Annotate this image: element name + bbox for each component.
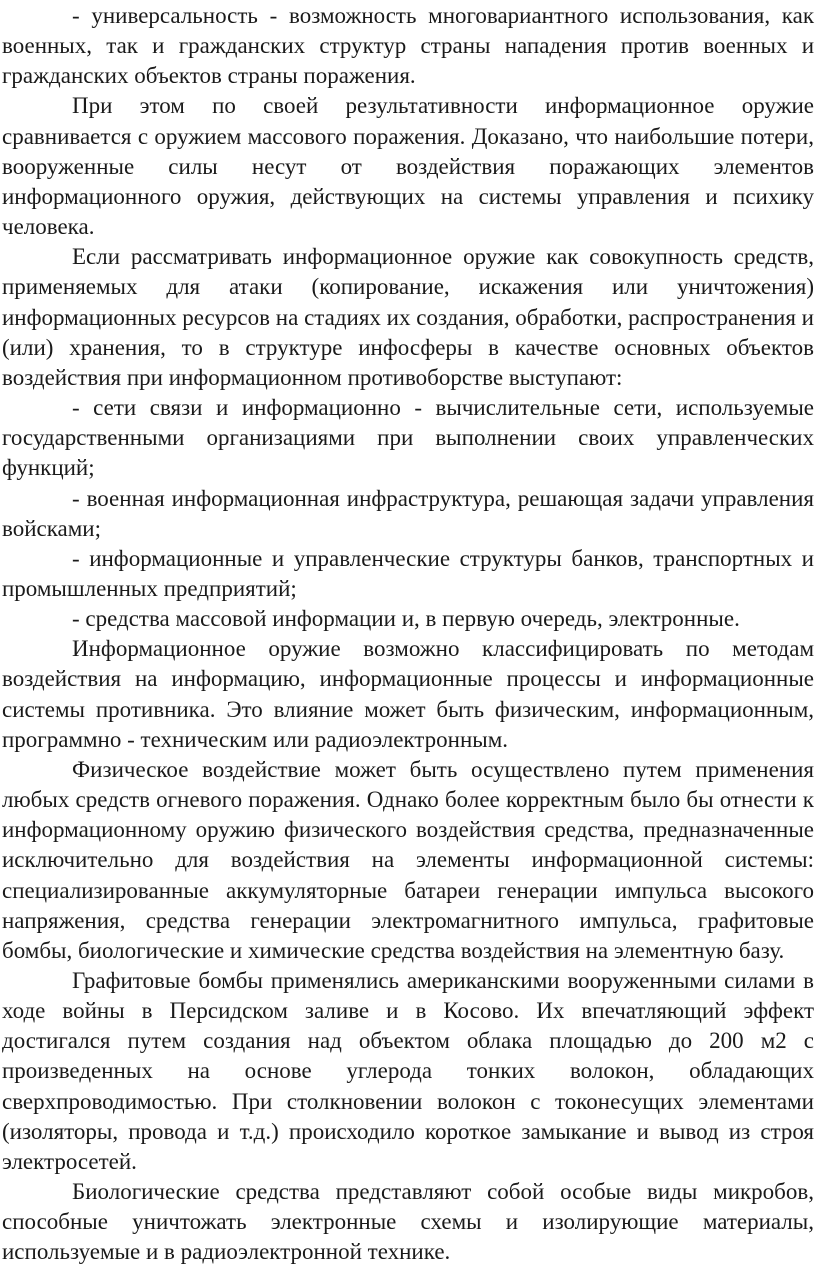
list-item-communication-networks: - сети связи и информационно - вычислительные сети, используемые государственными организациями при выполнении своих управленческих функций; <box>2 395 814 481</box>
list-item-military-infrastructure: - военная информационная инфраструктура, решающая задачи управления войсками; <box>2 485 814 541</box>
list-item-bank-structures: - информационные и управленческие структуры банков, транспортных и промышленных предприятий; <box>2 545 814 601</box>
paragraph-universality: - универсальность - возможность многовариантного использования, как военных, так и гражданских структур страны нападения против военных и гражданских объектов страны поражения. <box>2 3 814 89</box>
list-item-mass-media: - средства массовой информации и, в первую очередь, электронные. <box>72 606 740 632</box>
paragraph-graphite-bombs: Графитовые бомбы применялись американскими вооруженными силами в ходе войны в Персидском заливе и в Косово. Их впечатляющий эффект достигался путем создания над объектом облака площадью до 200 м2 с произведенных на основе углерода тонких волокон, обладающих сверхпроводимостью. При столкновении волокон с токонесущих элементами (изоляторы, провода и т.д.) происходило короткое замыкание и вывод из строя электросетей. <box>2 968 814 1174</box>
paragraph-physical-impact: Физическое воздействие может быть осуществлено путем применения любых средств огневого поражения. Однако более корректным было бы отнести к информационному оружию физического воздействия средства, предназначенные исключительно для воздействия на элементы информационной системы: специализированные аккумуляторные батареи генерации импульса высокого напряжения, средства генерации электромагнитного импульса, графитовые бомбы, биологические и химические средства воздействия на элементную базу. <box>2 756 814 963</box>
paragraph-biological-means: Биологические средства представляют собой особые виды микробов, способные уничтожать электронные схемы и изолирующие материалы, используемые и в радиоэлектронной технике. <box>2 1179 814 1265</box>
paragraph-classification: Информационное оружие возможно классифицировать по методам воздействия на информацию, информационные процессы и информационные системы противника. Это влияние может быть физическим, информационным, программно - техническим или радиоэлектронным. <box>2 636 814 752</box>
paragraph-infosphere-objects: Если рассматривать информационное оружие как совокупность средств, применяемых для атаки (копирование, искажения или уничтожения) информационных ресурсов на стадиях их создания, обработки, распространения и (или) хранения, то в структуре инфосферы в качестве основных объектов воздействия при информационном противоборстве выступают: <box>2 244 814 390</box>
paragraph-effectiveness: При этом по своей результативности информационное оружие сравнивается с оружием массового поражения. Доказано, что наибольшие потери, вооруженные силы несут от воздействия поражающих элементов информационного оружия, действующих на системы управления и психику человека. <box>2 93 814 240</box>
